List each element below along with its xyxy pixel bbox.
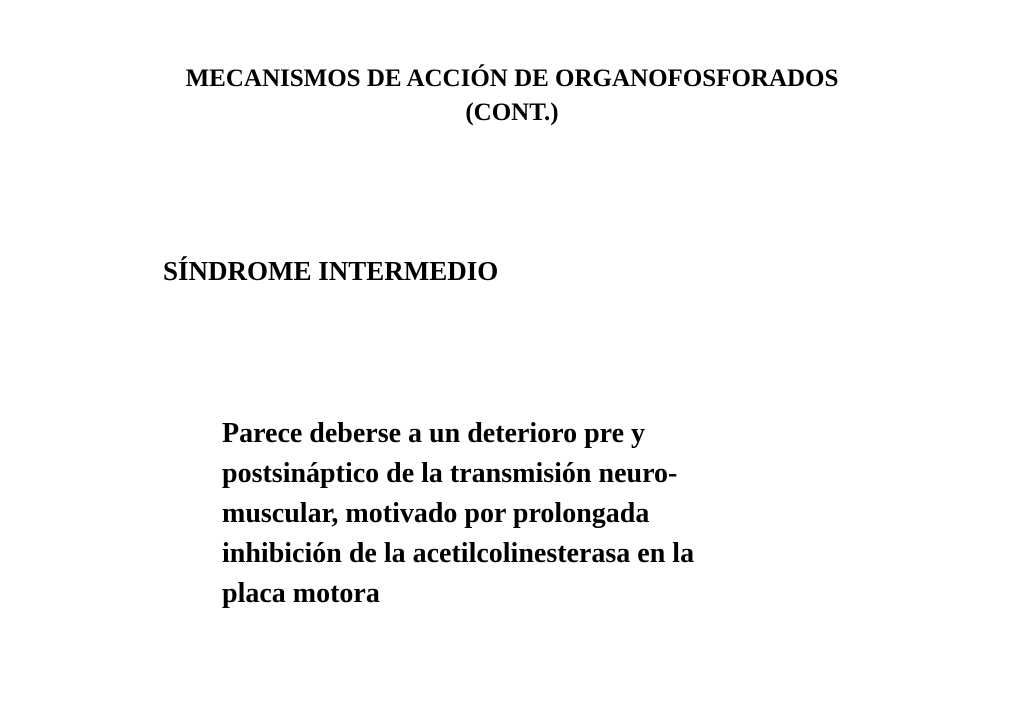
body-line-1: Parece deberse a un deterioro pre y (222, 418, 646, 449)
body-line-5: placa motora (222, 578, 380, 609)
body-paragraph (222, 414, 862, 614)
slide-title (0, 62, 1024, 130)
section-heading: SÍNDROME INTERMEDIO (163, 256, 499, 286)
body-line-2: postsináptico de la transmisión neuro- (222, 458, 678, 489)
body-line-3: muscular, motivado por prolongada (222, 498, 650, 529)
body-line-4: inhibición de la acetilcolinesterasa en la (222, 538, 695, 569)
slide-title-line-2: (CONT.) (465, 99, 559, 126)
slide-title-line-1: MECANISMOS DE ACCIÓN DE ORGANOFOSFORADOS (185, 65, 839, 92)
